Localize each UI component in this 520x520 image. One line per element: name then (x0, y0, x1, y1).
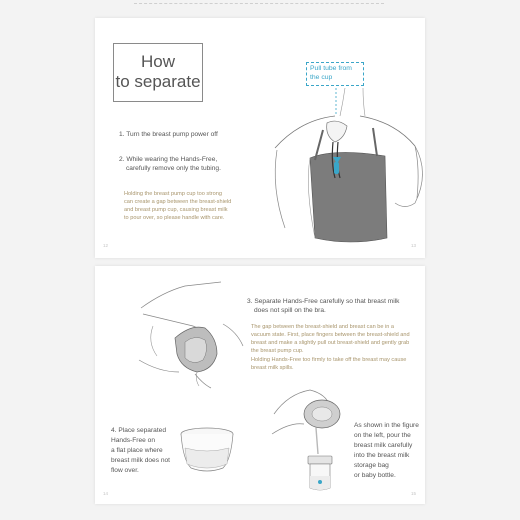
step-1-text: 1. Turn the breast pump power off (119, 131, 218, 138)
caution-note-line: to pour over, so please handle with care. (124, 215, 225, 221)
step-5-line: As shown in the figure (354, 422, 419, 429)
separation-note-line: The gap between the breast-shield and breast can be in a (251, 324, 395, 330)
caution-note-line: Holding the breast pump cup too strong (124, 191, 222, 197)
step-4-line: flow over. (111, 467, 139, 474)
step-5-line: breast milk carefully (354, 442, 413, 449)
step-5-line: on the left, pour the (354, 432, 411, 439)
instruction-page-1 (95, 18, 425, 258)
pouring-into-bottle-illustration (270, 384, 360, 494)
separation-note-line: vacuum state. First, place fingers between the breast-shield and (251, 332, 410, 338)
callout-line-1: Pull tube from (310, 65, 352, 72)
top-divider (134, 3, 384, 4)
title-line-2: to separate (115, 72, 201, 91)
step-5-line: storage bag (354, 462, 389, 469)
separation-note-line: breast and make a slightly pull out breast-shield and gently grab (251, 340, 410, 346)
caution-note-line: and breast pump cup, causing breast milk (124, 207, 228, 213)
separation-note-line: breast milk spills. (251, 365, 294, 371)
step-5-line: into the breast milk (354, 452, 410, 459)
callout-line-2: the cup (310, 74, 333, 81)
step-4-line: a flat place where (111, 447, 163, 454)
page-number-left: 14 (103, 491, 109, 496)
page-number-left: 12 (103, 243, 109, 248)
step-2-line-1: 2. While wearing the Hands-Free, (119, 156, 218, 163)
step-4-line: 4. Place separated (111, 427, 166, 434)
step-3-line-1: 3. Separate Hands-Free carefully so that breast milk (247, 298, 400, 305)
title-line-1: How (140, 52, 175, 71)
page-number-right: 13 (411, 243, 417, 248)
hands-separating-pump-illustration (133, 280, 248, 390)
separation-note-line: the breast pump cup. (251, 348, 304, 354)
title-box (113, 43, 203, 102)
step-4-line: Hands-Free on (111, 437, 155, 444)
page-number-right: 15 (411, 491, 417, 496)
milk-filled-cup-illustration (177, 426, 237, 476)
step-4-line: breast milk does not (111, 457, 171, 464)
step-5-line: or baby bottle. (354, 472, 396, 479)
caution-note-line: can create a gap between the breast-shield (124, 199, 232, 205)
instruction-page-2 (95, 266, 425, 504)
step-2-line-2: carefully remove only the tubing. (126, 165, 221, 172)
woman-bra-illustration (265, 78, 425, 258)
step-3-line-2: does not spill on the bra. (254, 307, 326, 314)
separation-note-line: Holding Hands-Free too firmly to take off the breast may cause (251, 357, 407, 363)
